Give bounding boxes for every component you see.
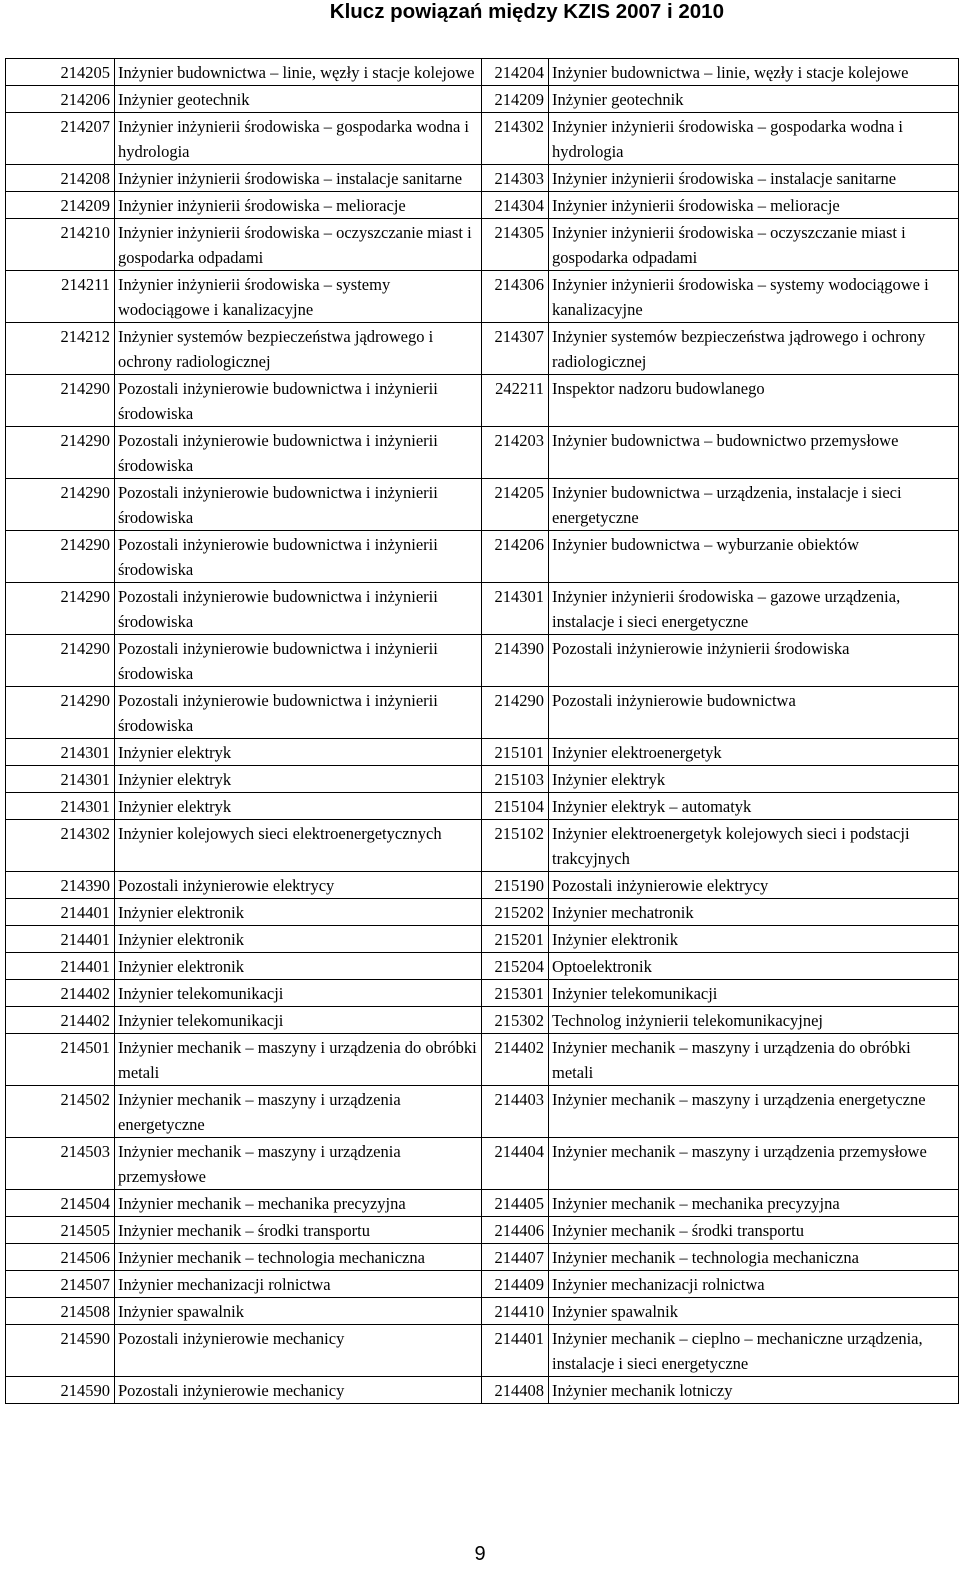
kzis2007-code-cell: 214503: [6, 1138, 115, 1190]
table-row: [6, 1138, 959, 1190]
table-row: [6, 926, 959, 953]
table-row: [6, 953, 959, 980]
kzis2007-code-cell: 214290: [6, 687, 115, 739]
kzis2010-name-cell: Inżynier elektroenergetyk: [549, 739, 959, 766]
kzis2007-name-cell: Pozostali inżynierowie budownictwa i inżynierii środowiska: [115, 479, 482, 531]
table-row: [6, 427, 959, 479]
kzis2007-code-cell: 214504: [6, 1190, 115, 1217]
table-row: [6, 899, 959, 926]
kzis2010-code-cell: 214307: [482, 323, 549, 375]
kzis2010-name-cell: Inspektor nadzoru budowlanego: [549, 375, 959, 427]
kzis2010-code-cell: 215201: [482, 926, 549, 953]
kzis2010-code-cell: 214303: [482, 165, 549, 192]
kzis2007-code-cell: 214205: [6, 59, 115, 86]
kzis2010-name-cell: Inżynier geotechnik: [549, 86, 959, 113]
table-row: [6, 1377, 959, 1404]
kzis2010-name-cell: Pozostali inżynierowie budownictwa: [549, 687, 959, 739]
kzis2010-code-cell: 214405: [482, 1190, 549, 1217]
table-row: [6, 271, 959, 323]
table-row: [6, 739, 959, 766]
kzis2007-code-cell: 214507: [6, 1271, 115, 1298]
page-number: 9: [474, 1543, 486, 1565]
kzis2007-code-cell: 214590: [6, 1325, 115, 1377]
kzis2007-name-cell: Inżynier spawalnik: [115, 1298, 482, 1325]
kzis2007-code-cell: 214390: [6, 872, 115, 899]
table-row: [6, 793, 959, 820]
kzis2007-code-cell: 214401: [6, 953, 115, 980]
kzis2007-name-cell: Inżynier elektronik: [115, 953, 482, 980]
kzis2007-name-cell: Pozostali inżynierowie budownictwa i inżynierii środowiska: [115, 531, 482, 583]
table-row: [6, 479, 959, 531]
kzis2010-name-cell: Inżynier elektroenergetyk kolejowych sieci i podstacji trakcyjnych: [549, 820, 959, 872]
kzis2007-name-cell: Inżynier kolejowych sieci elektroenergetycznych: [115, 820, 482, 872]
kzis2007-code-cell: 214508: [6, 1298, 115, 1325]
table-row: [6, 635, 959, 687]
kzis2010-code-cell: 215103: [482, 766, 549, 793]
table-row: [6, 820, 959, 872]
kzis2010-code-cell: 214410: [482, 1298, 549, 1325]
table-row: [6, 86, 959, 113]
kzis2007-code-cell: 214402: [6, 980, 115, 1007]
kzis2010-name-cell: Inżynier spawalnik: [549, 1298, 959, 1325]
kzis2010-name-cell: Inżynier elektryk: [549, 766, 959, 793]
kzis2010-name-cell: Inżynier elektryk – automatyk: [549, 793, 959, 820]
kzis2007-name-cell: Inżynier elektryk: [115, 793, 482, 820]
table-row: [6, 1007, 959, 1034]
table-row: [6, 583, 959, 635]
kzis2007-name-cell: Inżynier inżynierii środowiska – oczyszczanie miast i gospodarka odpadami: [115, 219, 482, 271]
kzis2007-name-cell: Inżynier mechanik – maszyny i urządzenia energetyczne: [115, 1086, 482, 1138]
kzis2010-code-cell: 214390: [482, 635, 549, 687]
kzis2007-name-cell: Inżynier mechanik – środki transportu: [115, 1217, 482, 1244]
kzis2007-code-cell: 214290: [6, 583, 115, 635]
kzis2010-name-cell: Inżynier mechanik – maszyny i urządzenia przemysłowe: [549, 1138, 959, 1190]
kzis2010-code-cell: 215101: [482, 739, 549, 766]
kzis2010-name-cell: Inżynier elektronik: [549, 926, 959, 953]
kzis2007-name-cell: Inżynier budownictwa – linie, węzły i stacje kolejowe: [115, 59, 482, 86]
kzis2007-name-cell: Inżynier systemów bezpieczeństwa jądrowego i ochrony radiologicznej: [115, 323, 482, 375]
kzis2007-name-cell: Inżynier mechanizacji rolnictwa: [115, 1271, 482, 1298]
kzis2007-code-cell: 214401: [6, 926, 115, 953]
kzis2007-name-cell: Pozostali inżynierowie elektrycy: [115, 872, 482, 899]
kzis2010-code-cell: 214301: [482, 583, 549, 635]
kzis2010-code-cell: 214306: [482, 271, 549, 323]
kzis2007-code-cell: 214208: [6, 165, 115, 192]
kzis2010-code-cell: 215301: [482, 980, 549, 1007]
kzis2010-code-cell: 215102: [482, 820, 549, 872]
kzis2010-code-cell: 214402: [482, 1034, 549, 1086]
kzis2007-code-cell: 214290: [6, 427, 115, 479]
table-row: [6, 59, 959, 86]
kzis2007-name-cell: Inżynier geotechnik: [115, 86, 482, 113]
kzis2007-code-cell: 214212: [6, 323, 115, 375]
kzis2007-code-cell: 214301: [6, 793, 115, 820]
kzis2010-name-cell: Inżynier mechanik – cieplno – mechaniczne urządzenia, instalacje i sieci energetyczne: [549, 1325, 959, 1377]
kzis2010-code-cell: 214204: [482, 59, 549, 86]
kzis2010-name-cell: Inżynier mechanik – maszyny i urządzenia do obróbki metali: [549, 1034, 959, 1086]
kzis2007-code-cell: 214401: [6, 899, 115, 926]
kzis2007-name-cell: Inżynier elektryk: [115, 766, 482, 793]
kzis2007-name-cell: Inżynier inżynierii środowiska – instalacje sanitarne: [115, 165, 482, 192]
kzis2010-name-cell: Optoelektronik: [549, 953, 959, 980]
kzis2007-name-cell: Inżynier mechanik – mechanika precyzyjna: [115, 1190, 482, 1217]
kzis2010-code-cell: 215190: [482, 872, 549, 899]
table-row: [6, 980, 959, 1007]
kzis2007-code-cell: 214501: [6, 1034, 115, 1086]
kzis2007-code-cell: 214301: [6, 766, 115, 793]
kzis2010-code-cell: 242211: [482, 375, 549, 427]
kzis2007-name-cell: Inżynier elektryk: [115, 739, 482, 766]
kzis2010-code-cell: 214302: [482, 113, 549, 165]
kzis2007-code-cell: 214206: [6, 86, 115, 113]
kzis2007-code-cell: 214211: [6, 271, 115, 323]
page-header-title: Klucz powiązań między KZIS 2007 i 2010: [329, 0, 724, 23]
kzis2007-name-cell: Inżynier elektronik: [115, 899, 482, 926]
kzis2007-code-cell: 214502: [6, 1086, 115, 1138]
kzis2007-code-cell: 214290: [6, 375, 115, 427]
kzis2007-code-cell: 214590: [6, 1377, 115, 1404]
table-row: [6, 1271, 959, 1298]
kzis2010-name-cell: Technolog inżynierii telekomunikacyjnej: [549, 1007, 959, 1034]
kzis2010-name-cell: Inżynier systemów bezpieczeństwa jądrowego i ochrony radiologicznej: [549, 323, 959, 375]
kzis2010-name-cell: Inżynier inżynierii środowiska – oczyszczanie miast i gospodarka odpadami: [549, 219, 959, 271]
kzis2010-code-cell: 214404: [482, 1138, 549, 1190]
kzis2007-name-cell: Inżynier inżynierii środowiska – systemy wodociągowe i kanalizacyjne: [115, 271, 482, 323]
kzis2007-name-cell: Inżynier mechanik – maszyny i urządzenia przemysłowe: [115, 1138, 482, 1190]
table-row: [6, 1298, 959, 1325]
kzis2007-name-cell: Pozostali inżynierowie budownictwa i inżynierii środowiska: [115, 635, 482, 687]
kzis2010-name-cell: Inżynier mechanik lotniczy: [549, 1377, 959, 1404]
kzis2007-name-cell: Pozostali inżynierowie budownictwa i inżynierii środowiska: [115, 427, 482, 479]
kzis2010-code-cell: 214403: [482, 1086, 549, 1138]
kzis2010-name-cell: Inżynier mechanik – technologia mechaniczna: [549, 1244, 959, 1271]
kzis2007-name-cell: Pozostali inżynierowie budownictwa i inżynierii środowiska: [115, 375, 482, 427]
kzis2010-name-cell: Inżynier budownictwa – linie, węzły i stacje kolejowe: [549, 59, 959, 86]
kzis2010-name-cell: Inżynier inżynierii środowiska – instalacje sanitarne: [549, 165, 959, 192]
kzis2010-code-cell: 215204: [482, 953, 549, 980]
kzis2007-code-cell: 214505: [6, 1217, 115, 1244]
kzis2010-name-cell: Inżynier inżynierii środowiska – systemy wodociągowe i kanalizacyjne: [549, 271, 959, 323]
kzis2010-name-cell: Inżynier budownictwa – urządzenia, instalacje i sieci energetyczne: [549, 479, 959, 531]
table-row: [6, 323, 959, 375]
kzis2010-code-cell: 215202: [482, 899, 549, 926]
kzis2007-name-cell: Inżynier elektronik: [115, 926, 482, 953]
table-row: [6, 219, 959, 271]
kzis2010-name-cell: Inżynier budownictwa – wyburzanie obiektów: [549, 531, 959, 583]
kzis2010-code-cell: 214408: [482, 1377, 549, 1404]
kzis2007-code-cell: 214207: [6, 113, 115, 165]
kzis2007-name-cell: Pozostali inżynierowie mechanicy: [115, 1325, 482, 1377]
table-row: [6, 375, 959, 427]
kzis2007-name-cell: Inżynier telekomunikacji: [115, 1007, 482, 1034]
kzis2010-name-cell: Inżynier mechanik – maszyny i urządzenia energetyczne: [549, 1086, 959, 1138]
kzis2007-name-cell: Inżynier mechanik – technologia mechaniczna: [115, 1244, 482, 1271]
kzis2007-code-cell: 214290: [6, 635, 115, 687]
kzis2007-code-cell: 214506: [6, 1244, 115, 1271]
table-row: [6, 113, 959, 165]
table-row: [6, 1034, 959, 1086]
kzis2010-name-cell: Inżynier telekomunikacji: [549, 980, 959, 1007]
kzis2007-name-cell: Pozostali inżynierowie mechanicy: [115, 1377, 482, 1404]
kzis2010-name-cell: Inżynier mechanik – mechanika precyzyjna: [549, 1190, 959, 1217]
table-row: [6, 192, 959, 219]
kzis2010-code-cell: 214209: [482, 86, 549, 113]
kzis2007-name-cell: Inżynier mechanik – maszyny i urządzenia do obróbki metali: [115, 1034, 482, 1086]
kzis2010-code-cell: 214409: [482, 1271, 549, 1298]
kzis2007-name-cell: Inżynier telekomunikacji: [115, 980, 482, 1007]
kzis2007-code-cell: 214209: [6, 192, 115, 219]
kzis2010-code-cell: 215104: [482, 793, 549, 820]
kzis2010-name-cell: Inżynier inżynierii środowiska – gospodarka wodna i hydrologia: [549, 113, 959, 165]
table-row: [6, 766, 959, 793]
kzis2010-name-cell: Inżynier mechanik – środki transportu: [549, 1217, 959, 1244]
table-row: [6, 165, 959, 192]
kzis2010-name-cell: Pozostali inżynierowie elektrycy: [549, 872, 959, 899]
occupation-key-table: [5, 58, 959, 1404]
kzis2007-code-cell: 214210: [6, 219, 115, 271]
kzis2010-code-cell: 214407: [482, 1244, 549, 1271]
kzis2007-code-cell: 214301: [6, 739, 115, 766]
table-row: [6, 687, 959, 739]
kzis2010-code-cell: 214401: [482, 1325, 549, 1377]
table-row: [6, 1325, 959, 1377]
table-row: [6, 1217, 959, 1244]
kzis2010-name-cell: Inżynier budownictwa – budownictwo przemysłowe: [549, 427, 959, 479]
kzis2010-code-cell: 214290: [482, 687, 549, 739]
kzis2010-code-cell: 215302: [482, 1007, 549, 1034]
kzis2007-name-cell: Pozostali inżynierowie budownictwa i inżynierii środowiska: [115, 583, 482, 635]
kzis2007-code-cell: 214302: [6, 820, 115, 872]
kzis2010-code-cell: 214206: [482, 531, 549, 583]
kzis2007-name-cell: Pozostali inżynierowie budownictwa i inżynierii środowiska: [115, 687, 482, 739]
kzis2010-code-cell: 214305: [482, 219, 549, 271]
table-row: [6, 872, 959, 899]
kzis2010-name-cell: Inżynier mechatronik: [549, 899, 959, 926]
kzis2010-code-cell: 214203: [482, 427, 549, 479]
kzis2007-code-cell: 214290: [6, 479, 115, 531]
kzis2010-code-cell: 214205: [482, 479, 549, 531]
table-row: [6, 1244, 959, 1271]
kzis2010-name-cell: Inżynier mechanizacji rolnictwa: [549, 1271, 959, 1298]
kzis2010-code-cell: 214304: [482, 192, 549, 219]
table-row: [6, 531, 959, 583]
kzis2007-name-cell: Inżynier inżynierii środowiska – gospodarka wodna i hydrologia: [115, 113, 482, 165]
kzis2010-name-cell: Inżynier inżynierii środowiska – melioracje: [549, 192, 959, 219]
kzis2010-name-cell: Inżynier inżynierii środowiska – gazowe urządzenia, instalacje i sieci energetyczne: [549, 583, 959, 635]
kzis2010-name-cell: Pozostali inżynierowie inżynierii środowiska: [549, 635, 959, 687]
table-row: [6, 1190, 959, 1217]
kzis2007-code-cell: 214402: [6, 1007, 115, 1034]
kzis2010-code-cell: 214406: [482, 1217, 549, 1244]
kzis2007-name-cell: Inżynier inżynierii środowiska – melioracje: [115, 192, 482, 219]
kzis2007-code-cell: 214290: [6, 531, 115, 583]
table-row: [6, 1086, 959, 1138]
